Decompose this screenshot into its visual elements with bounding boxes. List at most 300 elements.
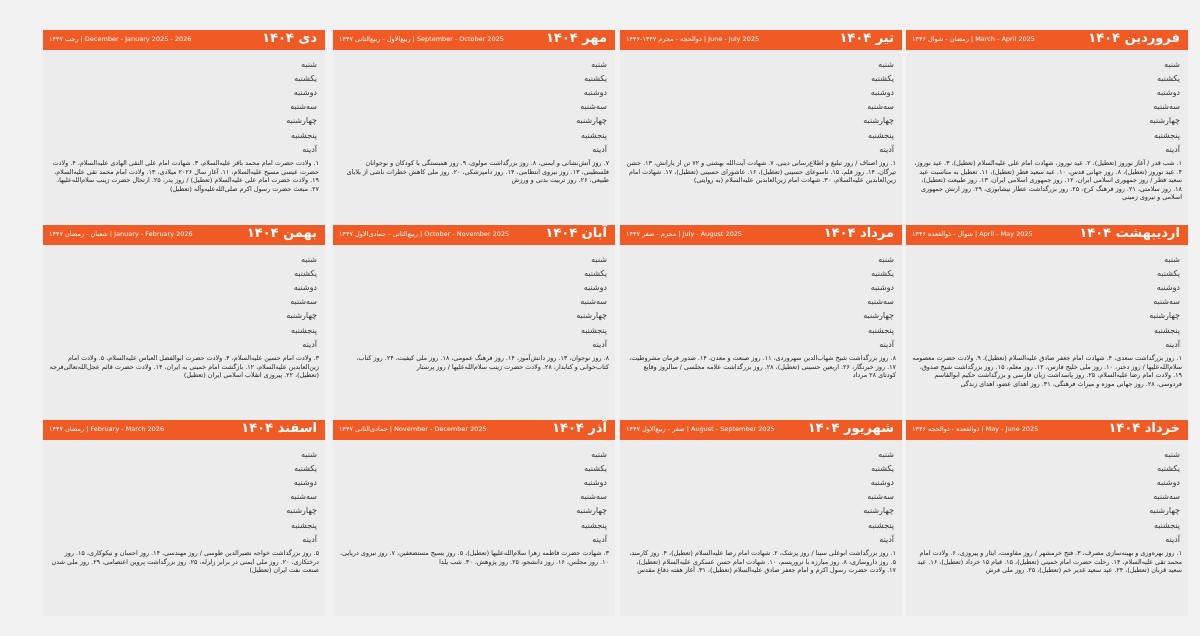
day-cell <box>754 71 787 85</box>
weekday-label: چهارشنبه <box>286 116 317 126</box>
day-cell <box>910 252 943 266</box>
day-cell <box>242 323 275 337</box>
month-panel <box>620 420 902 616</box>
week-row <box>47 504 321 518</box>
day-cell <box>177 504 210 518</box>
weekday-label: دوشنبه <box>293 477 317 487</box>
day-cell <box>532 57 565 71</box>
day-cell <box>1073 461 1106 475</box>
month-subtitle: May - June 2025 | ذوالقعده - ذوالحجه ۱۴۴۶ <box>912 425 1039 433</box>
week-row <box>47 85 321 99</box>
day-cell <box>337 280 370 294</box>
week-row <box>337 532 611 546</box>
weekday-label: سه‌شنبه <box>867 102 894 112</box>
day-cell <box>975 504 1008 518</box>
day-cell <box>532 252 565 266</box>
day-cell <box>337 71 370 85</box>
day-cell <box>80 266 113 280</box>
day-grid <box>337 252 611 351</box>
day-cell <box>657 518 690 532</box>
weekday-label: یکشنبه <box>1157 463 1180 473</box>
day-cell <box>1040 504 1073 518</box>
day-cell <box>819 518 852 532</box>
day-cell <box>242 518 275 532</box>
month-panel <box>333 420 615 616</box>
day-cell <box>210 475 243 489</box>
day-cell <box>402 337 435 351</box>
day-cell <box>910 71 943 85</box>
day-cell <box>80 71 113 85</box>
day-cell <box>1040 100 1073 114</box>
month-name: مهر ۱۴۰۴ <box>546 31 607 46</box>
week-row <box>910 266 1184 280</box>
week-row <box>624 128 898 142</box>
day-cell <box>657 71 690 85</box>
day-cell <box>467 128 500 142</box>
day-cell <box>1073 128 1106 142</box>
day-cell <box>910 323 943 337</box>
day-cell <box>467 490 500 504</box>
day-cell <box>47 323 80 337</box>
week-row <box>624 309 898 323</box>
weekday-label: سه‌شنبه <box>867 492 894 502</box>
day-cell <box>370 100 403 114</box>
events-text: ۱. روز بهره‌وری و بهینه‌سازی مصرف، ۳. فتح خرمشهر / روز مقاومت، ایثار و پیروزی، ۶. ولادت امام محمد تقی علیه‌السلام، ۱۴. رحلت حضرت امام خمینی (تعطیل)، ۱۵. قیام ۱۵ خرداد (تعطیل)، ۱۶. عید سعید قربان (تعطیل)، ۲۴. عید سعید غدیر خم (تعطیل)، ۲۵. روز ملی فرش <box>917 549 1182 575</box>
day-cell <box>657 309 690 323</box>
day-cell <box>943 266 976 280</box>
month-header <box>333 225 615 245</box>
day-cell <box>657 323 690 337</box>
day-cell <box>242 252 275 266</box>
weekday-label: یکشنبه <box>1157 73 1180 83</box>
day-cell <box>370 447 403 461</box>
day-cell <box>337 461 370 475</box>
day-cell <box>689 266 722 280</box>
day-cell <box>80 518 113 532</box>
day-cell <box>819 85 852 99</box>
weekday-label: یکشنبه <box>871 73 894 83</box>
day-cell <box>910 461 943 475</box>
day-cell <box>1073 266 1106 280</box>
day-cell <box>145 323 178 337</box>
day-cell <box>819 490 852 504</box>
day-cell <box>500 71 533 85</box>
weekday-label: چهارشنبه <box>286 506 317 516</box>
day-cell <box>47 100 80 114</box>
day-cell <box>624 461 657 475</box>
day-cell <box>402 71 435 85</box>
day-cell <box>177 100 210 114</box>
day-cell <box>819 114 852 128</box>
day-cell <box>532 71 565 85</box>
day-cell <box>943 295 976 309</box>
day-cell <box>754 490 787 504</box>
day-cell <box>787 447 820 461</box>
day-cell <box>1040 475 1073 489</box>
day-cell <box>370 295 403 309</box>
day-cell <box>975 475 1008 489</box>
day-cell <box>1105 475 1138 489</box>
day-cell <box>657 57 690 71</box>
day-cell <box>1008 295 1041 309</box>
day-cell <box>370 266 403 280</box>
day-cell <box>337 309 370 323</box>
day-cell <box>370 461 403 475</box>
day-cell <box>337 100 370 114</box>
day-cell <box>112 323 145 337</box>
month-panel <box>43 420 325 616</box>
day-cell <box>177 252 210 266</box>
week-row <box>910 295 1184 309</box>
day-cell <box>624 490 657 504</box>
week-row <box>47 252 321 266</box>
day-cell <box>47 266 80 280</box>
day-cell <box>500 252 533 266</box>
day-cell <box>500 85 533 99</box>
day-cell <box>1040 309 1073 323</box>
day-cell <box>624 100 657 114</box>
day-cell <box>1073 309 1106 323</box>
day-cell <box>754 128 787 142</box>
week-row <box>337 504 611 518</box>
month-name: دی ۱۴۰۴ <box>262 31 317 46</box>
month-header <box>43 30 325 50</box>
day-cell <box>145 532 178 546</box>
day-cell <box>80 504 113 518</box>
day-cell <box>943 490 976 504</box>
week-row <box>337 309 611 323</box>
day-cell <box>112 71 145 85</box>
weekday-label: شنبه <box>301 59 317 69</box>
day-cell <box>435 447 468 461</box>
week-row <box>337 295 611 309</box>
day-cell <box>435 323 468 337</box>
day-cell <box>1105 532 1138 546</box>
day-cell <box>435 337 468 351</box>
week-row <box>337 85 611 99</box>
day-cell <box>435 57 468 71</box>
day-cell <box>145 114 178 128</box>
day-cell <box>112 504 145 518</box>
day-cell <box>210 532 243 546</box>
day-cell <box>370 475 403 489</box>
day-cell <box>910 532 943 546</box>
month-panel <box>620 225 902 421</box>
day-cell <box>689 532 722 546</box>
day-cell <box>177 518 210 532</box>
day-cell <box>943 518 976 532</box>
day-cell <box>80 100 113 114</box>
day-cell <box>657 532 690 546</box>
day-cell <box>467 114 500 128</box>
day-cell <box>80 142 113 156</box>
day-cell <box>370 114 403 128</box>
day-cell <box>210 114 243 128</box>
day-cell <box>1040 71 1073 85</box>
weekday-label: یکشنبه <box>1157 268 1180 278</box>
day-cell <box>1073 57 1106 71</box>
week-row <box>624 323 898 337</box>
day-cell <box>754 447 787 461</box>
day-cell <box>532 142 565 156</box>
day-cell <box>689 71 722 85</box>
day-cell <box>242 532 275 546</box>
day-cell <box>819 100 852 114</box>
weekday-label: سه‌شنبه <box>1153 492 1180 502</box>
day-cell <box>754 114 787 128</box>
day-cell <box>467 142 500 156</box>
day-cell <box>435 266 468 280</box>
day-cell <box>787 309 820 323</box>
month-name: خرداد ۱۴۰۴ <box>1108 421 1180 436</box>
day-cell <box>787 85 820 99</box>
day-cell <box>975 266 1008 280</box>
week-row <box>47 447 321 461</box>
day-cell <box>112 309 145 323</box>
day-cell <box>657 128 690 142</box>
week-row <box>47 309 321 323</box>
week-row <box>910 128 1184 142</box>
day-cell <box>689 518 722 532</box>
day-cell <box>624 142 657 156</box>
day-cell <box>80 114 113 128</box>
day-cell <box>112 85 145 99</box>
weekday-label: دوشنبه <box>1156 282 1180 292</box>
day-cell <box>370 57 403 71</box>
day-cell <box>975 71 1008 85</box>
day-cell <box>657 280 690 294</box>
day-cell <box>1008 128 1041 142</box>
weekday-label: یکشنبه <box>871 268 894 278</box>
day-cell <box>910 266 943 280</box>
day-cell <box>370 71 403 85</box>
day-cell <box>112 252 145 266</box>
day-cell <box>500 114 533 128</box>
month-name: تیر ۱۴۰۴ <box>839 31 894 46</box>
month-header <box>43 420 325 440</box>
day-cell <box>819 532 852 546</box>
day-cell <box>1073 447 1106 461</box>
weekday-label: چهارشنبه <box>863 311 894 321</box>
day-cell <box>787 532 820 546</box>
day-cell <box>47 128 80 142</box>
day-cell <box>657 504 690 518</box>
week-row <box>47 114 321 128</box>
day-cell <box>1105 71 1138 85</box>
day-cell <box>500 447 533 461</box>
weekday-label: سه‌شنبه <box>867 297 894 307</box>
day-cell <box>1008 57 1041 71</box>
day-cell <box>402 518 435 532</box>
day-cell <box>210 57 243 71</box>
day-cell <box>370 128 403 142</box>
day-cell <box>500 475 533 489</box>
week-row <box>337 114 611 128</box>
day-cell <box>1008 532 1041 546</box>
day-grid <box>47 57 321 156</box>
week-row <box>47 142 321 156</box>
day-cell <box>657 252 690 266</box>
day-cell <box>467 532 500 546</box>
week-row <box>47 518 321 532</box>
week-row <box>624 295 898 309</box>
day-cell <box>1105 85 1138 99</box>
month-subtitle: June - July 2025 | ذوالحجه - محرم ۱۴۴۷-۱۴۴۶ <box>626 35 760 43</box>
day-cell <box>177 461 210 475</box>
day-cell <box>1008 518 1041 532</box>
month-panel <box>906 420 1188 616</box>
events-text: ۸. روز نوجوان، ۱۳. روز دانش‌آموز، ۱۴. روز فرهنگ عمومی، ۱۸. روز ملی کیفیت، ۲۴. روز کتاب، کتاب‌خوانی و کتابدار، ۲۸. ولادت حضرت زینب سلام‌الله‌علیها / روز پرستار <box>356 354 609 371</box>
day-cell <box>112 280 145 294</box>
weekday-label: پنجشنبه <box>290 520 317 530</box>
day-cell <box>722 280 755 294</box>
month-subtitle: March - April 2025 | رمضان - شوال ۱۴۴۶ <box>912 35 1035 43</box>
weekday-label: شنبه <box>301 254 317 264</box>
day-cell <box>657 447 690 461</box>
day-cell <box>435 309 468 323</box>
week-row <box>624 85 898 99</box>
events-text: ۱. شب قدر / آغاز نوروز (تعطیل)، ۲. عید نوروز، شهادت امام علی علیه‌السلام (تعطیل)، ۳. عید نوروز، ۴. عید نوروز (تعطیل)، ۸. روز جهانی قدس، ۱۰. عید سعید فطر (تعطیل)، ۱۱. تعطیل به مناسبت عید سعید فطر / روز جمهوری اسلامی ایران، ۱۲. روز جمهوری اسلامی ایران، ۱۳. روز طبیعت (تعطیل)، ۱۸. روز سلامتی، ۲۱. روز فرهنگ کرج، ۲۵. روز بزرگداشت عطار نیشابوری، ۲۹. روز ارتش جمهوری اسلامی و نیروی زمینی <box>914 159 1182 202</box>
day-cell <box>242 461 275 475</box>
day-cell <box>624 532 657 546</box>
day-cell <box>177 447 210 461</box>
week-row <box>624 100 898 114</box>
day-cell <box>722 295 755 309</box>
weekday-label: سه‌شنبه <box>580 492 607 502</box>
week-row <box>624 518 898 532</box>
day-cell <box>47 85 80 99</box>
day-cell <box>500 490 533 504</box>
day-cell <box>787 490 820 504</box>
day-cell <box>689 100 722 114</box>
day-cell <box>1008 71 1041 85</box>
day-cell <box>112 128 145 142</box>
day-cell <box>689 295 722 309</box>
day-cell <box>722 323 755 337</box>
weekday-label: دوشنبه <box>870 282 894 292</box>
day-cell <box>1073 532 1106 546</box>
day-cell <box>370 280 403 294</box>
day-cell <box>1073 475 1106 489</box>
week-row <box>910 475 1184 489</box>
day-cell <box>467 309 500 323</box>
day-cell <box>402 266 435 280</box>
day-cell <box>435 490 468 504</box>
day-cell <box>210 323 243 337</box>
day-cell <box>1105 252 1138 266</box>
weekday-label: آدینه <box>1165 339 1180 349</box>
week-row <box>910 142 1184 156</box>
day-cell <box>624 323 657 337</box>
day-cell <box>112 295 145 309</box>
week-row <box>910 504 1184 518</box>
day-cell <box>975 142 1008 156</box>
day-cell <box>1105 100 1138 114</box>
events-text: ۱. ولادت حضرت امام محمد باقر علیه‌السلام، ۳. شهادت امام علی النقی الهادی علیه‌السلام، ۴. ولادت حضرت عیسی مسیح علیه‌السلام، ۱۱. آغاز سال ۲۰۲۶ میلادی، ۱۳. ولادت امام محمد تقی علیه‌السلام، ۱۹. ولادت حضرت امام علی علیه‌السلام (تعطیل) / روز پدر، ۲۵. ارتحال حضرت زینب سلام‌الله‌علیها، ۲۷. مبعث حضرت رسول اکرم صلی‌الله‌علیه‌وآله (تعطیل) <box>52 159 319 193</box>
weekday-label: یکشنبه <box>584 268 607 278</box>
day-cell <box>242 504 275 518</box>
day-cell <box>1040 461 1073 475</box>
day-cell <box>242 71 275 85</box>
month-header <box>333 30 615 50</box>
day-cell <box>1073 100 1106 114</box>
weekday-label: آدینه <box>592 144 607 154</box>
day-cell <box>532 100 565 114</box>
day-cell <box>532 532 565 546</box>
day-cell <box>337 475 370 489</box>
weekday-label: چهارشنبه <box>576 116 607 126</box>
day-cell <box>754 295 787 309</box>
week-row <box>337 323 611 337</box>
day-cell <box>47 295 80 309</box>
month-name: مرداد ۱۴۰۴ <box>823 226 894 241</box>
day-grid <box>910 447 1184 546</box>
day-cell <box>370 518 403 532</box>
week-row <box>624 114 898 128</box>
day-cell <box>754 280 787 294</box>
day-cell <box>910 504 943 518</box>
month-header <box>620 30 902 50</box>
day-cell <box>1040 114 1073 128</box>
day-cell <box>177 142 210 156</box>
week-row <box>624 461 898 475</box>
day-cell <box>1105 57 1138 71</box>
day-cell <box>1073 85 1106 99</box>
day-cell <box>112 532 145 546</box>
day-cell <box>624 128 657 142</box>
weekday-label: یکشنبه <box>584 463 607 473</box>
week-row <box>624 337 898 351</box>
month-subtitle: July - August 2025 | محرم - صفر ۱۴۴۷ <box>626 230 743 238</box>
day-cell <box>532 128 565 142</box>
day-cell <box>943 85 976 99</box>
day-cell <box>80 475 113 489</box>
day-cell <box>787 323 820 337</box>
day-cell <box>910 128 943 142</box>
day-cell <box>500 461 533 475</box>
day-cell <box>177 128 210 142</box>
events-text: ۳. شهادت حضرت فاطمه زهرا سلام‌الله‌علیها (تعطیل)، ۵. روز بسیج مستضعفین، ۷. روز نیروی دریایی، ۱۰. روز مجلس، ۱۶. روز دانشجو، ۲۵. روز پژوهش، ۳۰. شب یلدا <box>340 549 609 566</box>
day-cell <box>532 337 565 351</box>
day-cell <box>337 532 370 546</box>
weekday-label: یکشنبه <box>871 463 894 473</box>
day-cell <box>787 295 820 309</box>
day-cell <box>500 142 533 156</box>
day-cell <box>689 323 722 337</box>
day-cell <box>722 309 755 323</box>
weekday-label: سه‌شنبه <box>580 297 607 307</box>
day-cell <box>722 266 755 280</box>
day-cell <box>1008 475 1041 489</box>
day-cell <box>177 71 210 85</box>
day-cell <box>754 518 787 532</box>
day-cell <box>1105 337 1138 351</box>
day-cell <box>1105 461 1138 475</box>
day-cell <box>402 461 435 475</box>
day-cell <box>754 142 787 156</box>
week-row <box>624 57 898 71</box>
day-cell <box>337 337 370 351</box>
weekday-label: یکشنبه <box>294 463 317 473</box>
day-cell <box>500 57 533 71</box>
day-cell <box>1105 114 1138 128</box>
month-panel <box>333 30 615 226</box>
day-cell <box>177 266 210 280</box>
day-cell <box>145 490 178 504</box>
day-cell <box>975 518 1008 532</box>
day-cell <box>975 309 1008 323</box>
day-cell <box>337 142 370 156</box>
